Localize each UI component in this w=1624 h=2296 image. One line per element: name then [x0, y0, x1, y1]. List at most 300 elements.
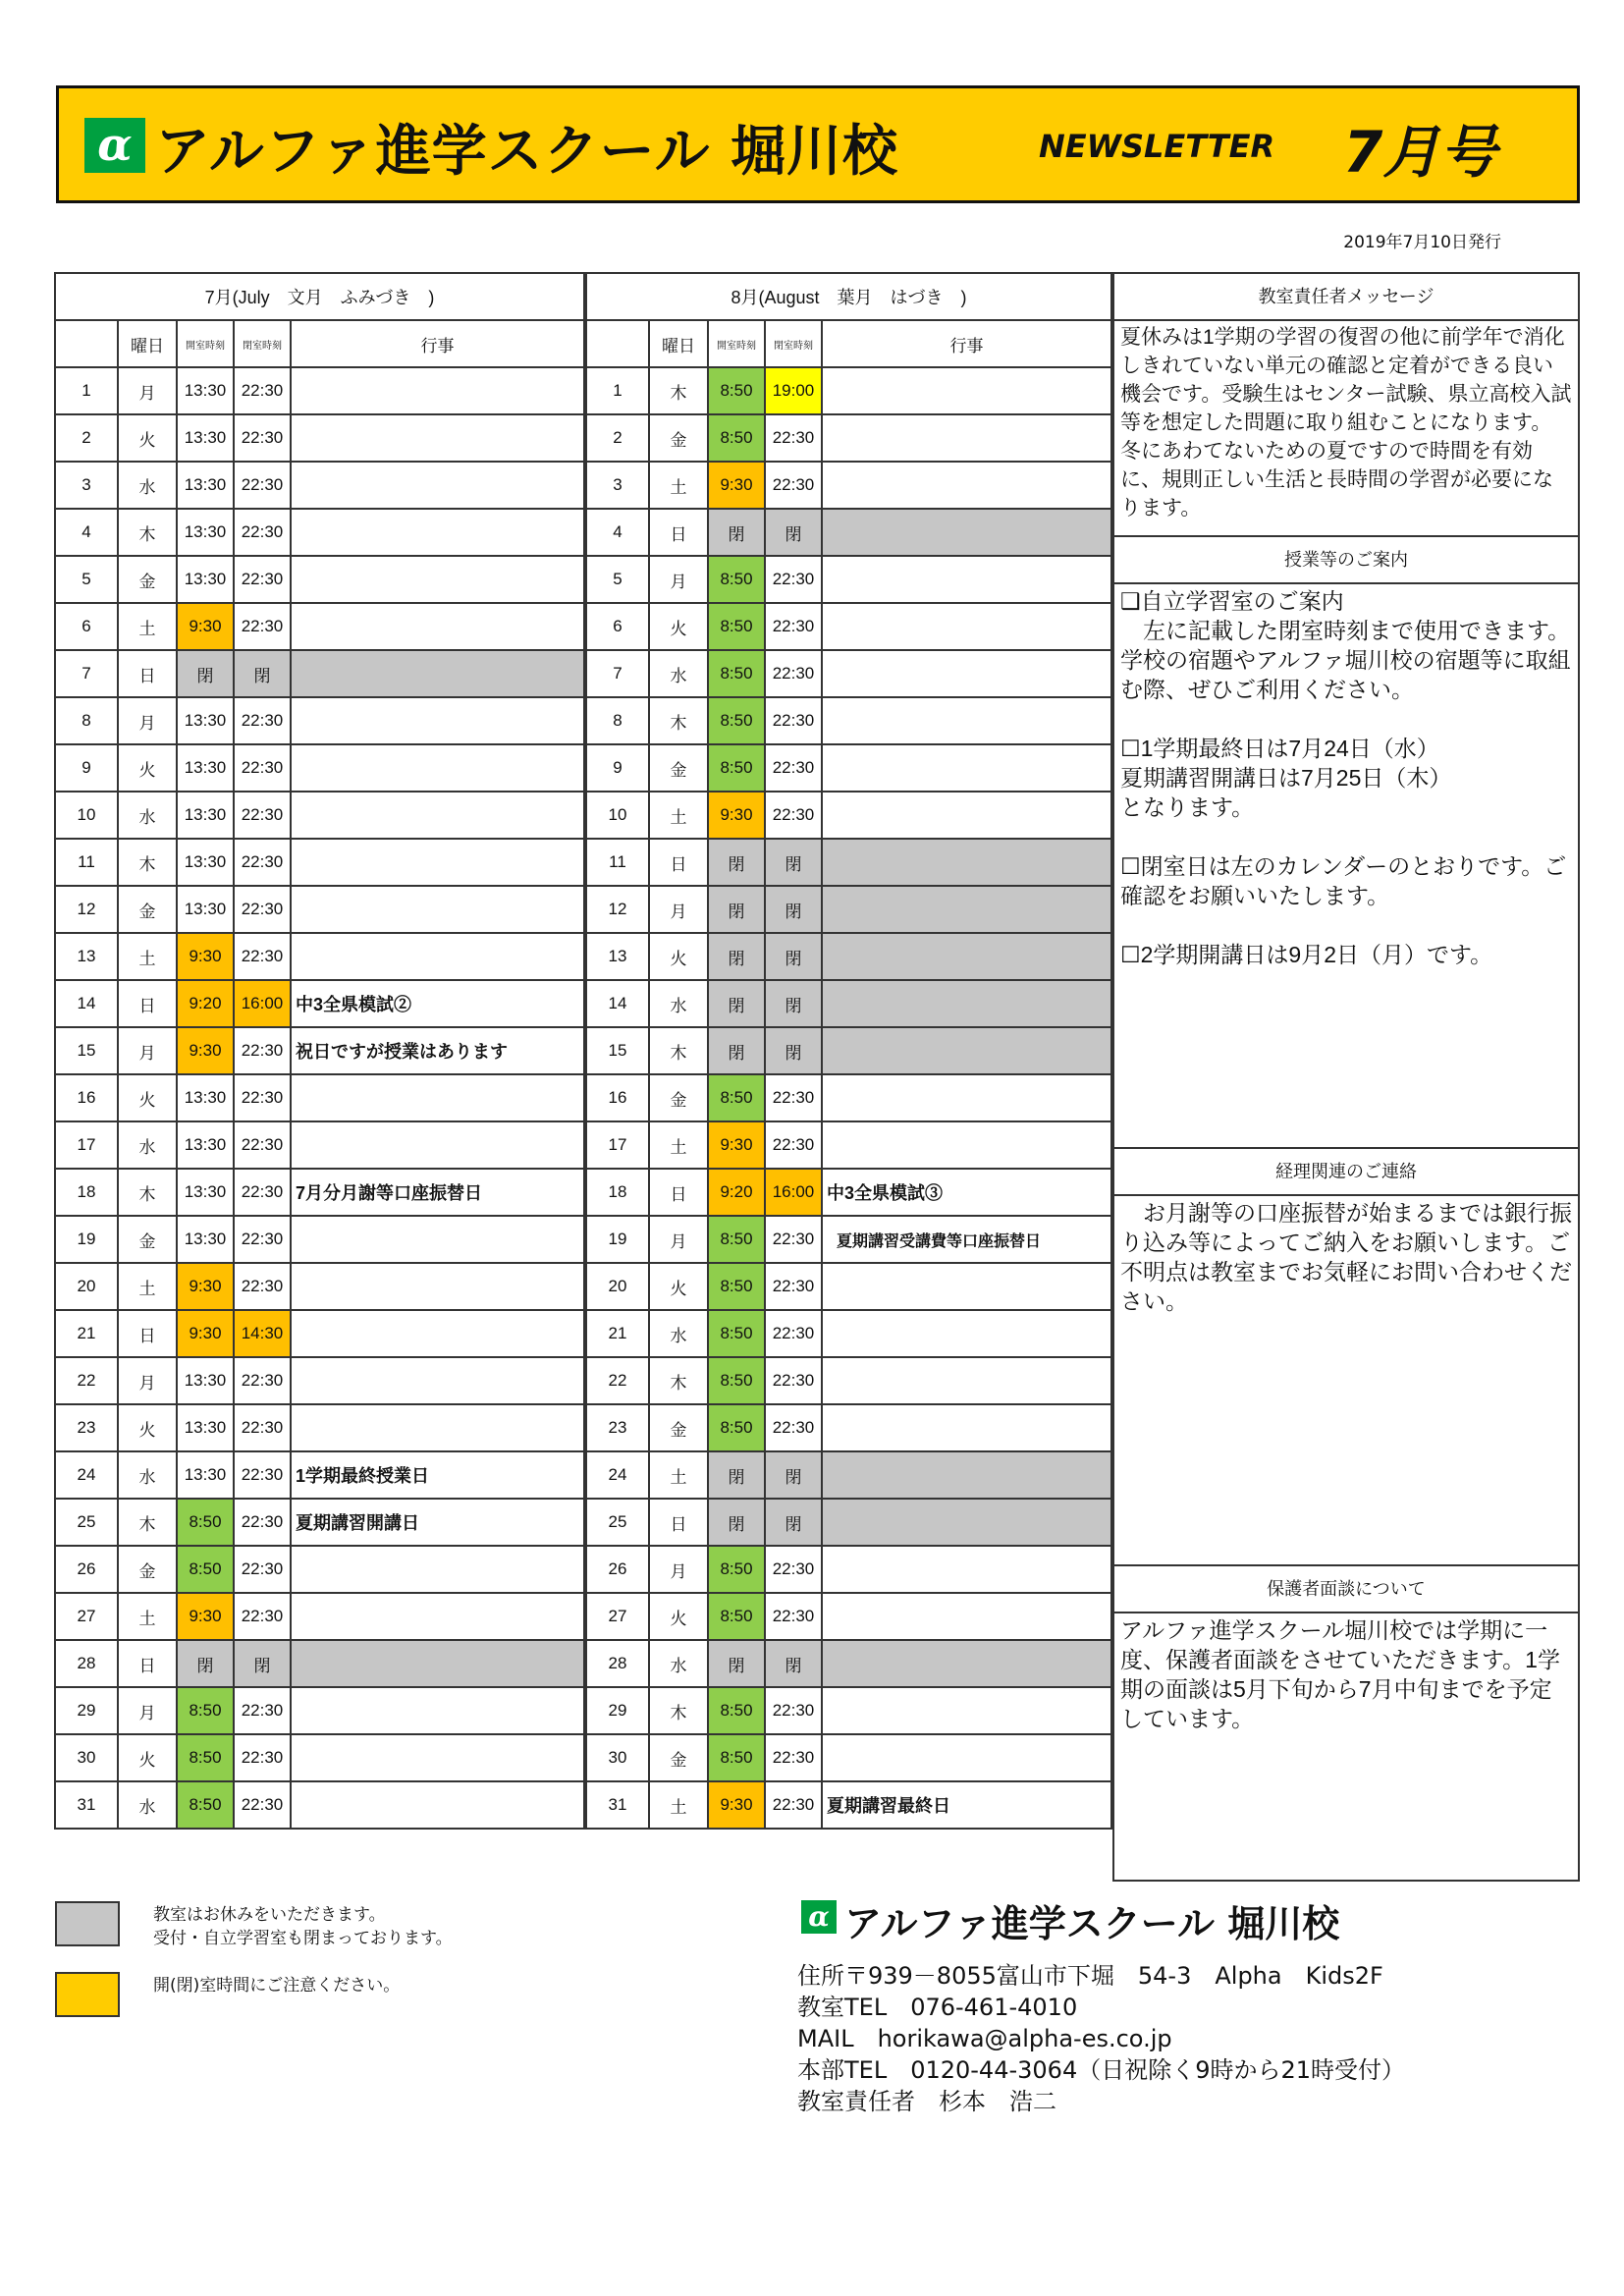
close-time-cell: 閉	[765, 839, 822, 886]
open-time-cell: 8:50	[177, 1687, 234, 1734]
open-time-cell: 8:50	[708, 603, 765, 650]
event-cell	[822, 886, 1111, 933]
day-cell: 16	[55, 1074, 118, 1121]
calendar-row	[55, 509, 584, 556]
july-title: 7月(July 文月 ふみづき )	[55, 273, 584, 320]
calendar-row	[586, 1357, 1111, 1404]
open-time-cell: 13:30	[177, 556, 234, 603]
open-time-cell: 13:30	[177, 367, 234, 414]
open-time-cell: 閉	[708, 933, 765, 980]
calendar-row	[586, 1263, 1111, 1310]
open-time-cell: 8:50	[708, 1357, 765, 1404]
calendar-row	[55, 839, 584, 886]
calendar-row	[586, 839, 1111, 886]
day-cell: 12	[55, 886, 118, 933]
weekday-cell: 日	[649, 1169, 708, 1216]
event-cell	[822, 1593, 1111, 1640]
weekday-cell: 木	[118, 1499, 177, 1546]
weekday-cell: 火	[118, 744, 177, 792]
weekday-cell: 火	[649, 603, 708, 650]
weekday-cell: 水	[118, 462, 177, 509]
day-cell: 3	[55, 462, 118, 509]
calendar-row	[55, 1027, 584, 1074]
open-time-cell: 9:30	[177, 603, 234, 650]
class-info-title: 授業等のご案内	[1114, 537, 1578, 584]
open-time-cell: 閉	[708, 1499, 765, 1546]
open-time-cell: 8:50	[177, 1781, 234, 1829]
event-cell: 夏期講習受講費等口座振替日	[822, 1216, 1111, 1263]
legend-yellow-swatch	[55, 1972, 120, 2017]
day-cell: 12	[586, 886, 649, 933]
calendar-row	[586, 367, 1111, 414]
day-header	[55, 320, 118, 367]
issued-date: 2019年7月10日発行	[1343, 233, 1501, 252]
weekday-cell: 金	[649, 414, 708, 462]
event-cell: 祝日ですが授業はあります	[291, 1027, 584, 1074]
footer-school-name: アルファ進学スクール 堀川校	[844, 1902, 1340, 1945]
weekday-cell: 水	[649, 980, 708, 1027]
event-cell: 1学期最終授業日	[291, 1451, 584, 1499]
calendar-row	[586, 462, 1111, 509]
event-cell: 7月分月謝等口座振替日	[291, 1169, 584, 1216]
close-time-cell: 22:30	[765, 697, 822, 744]
open-time-header: 開室時刻	[708, 320, 765, 367]
calendar-row	[586, 886, 1111, 933]
calendar-row	[55, 792, 584, 839]
open-time-cell: 閉	[708, 980, 765, 1027]
day-cell: 20	[55, 1263, 118, 1310]
day-cell: 29	[55, 1687, 118, 1734]
close-time-cell: 22:30	[765, 603, 822, 650]
close-time-cell: 22:30	[765, 1074, 822, 1121]
day-cell: 7	[55, 650, 118, 697]
day-header	[586, 320, 649, 367]
day-cell: 25	[55, 1499, 118, 1546]
open-time-cell: 8:50	[177, 1734, 234, 1781]
weekday-cell: 日	[649, 509, 708, 556]
calendar-row	[55, 1687, 584, 1734]
day-cell: 30	[55, 1734, 118, 1781]
event-cell	[291, 414, 584, 462]
close-time-cell: 閉	[765, 980, 822, 1027]
calendar-row	[55, 1263, 584, 1310]
close-time-cell: 22:30	[234, 1593, 291, 1640]
event-cell	[822, 367, 1111, 414]
close-time-cell: 22:30	[765, 1310, 822, 1357]
weekday-cell: 金	[118, 1546, 177, 1593]
close-time-cell: 22:30	[234, 1404, 291, 1451]
day-cell: 6	[55, 603, 118, 650]
day-cell: 9	[586, 744, 649, 792]
close-time-cell: 22:30	[234, 744, 291, 792]
day-cell: 10	[55, 792, 118, 839]
class-info-body: ❑自立学習室のご案内 左に記載した閉室時刻まで使用できます。学校の宿題やアルファ堀川校の宿題等に取組む際、ぜひご利用ください。 ☐1学期最終日は7月24日（水） 夏期講習開講日は7月25日（木） となります。 ☐閉室日は左のカレンダーのとおりです。ご確認をお願いいたします。 ☐2学期開講日は9月2日（月）です。	[1120, 588, 1571, 967]
event-cell	[291, 1263, 584, 1310]
calendar-row	[55, 603, 584, 650]
calendar-row	[55, 697, 584, 744]
open-time-cell: 閉	[708, 509, 765, 556]
event-cell	[291, 933, 584, 980]
july-calendar	[54, 272, 585, 1830]
weekday-cell: 木	[649, 367, 708, 414]
day-cell: 8	[55, 697, 118, 744]
day-cell: 23	[586, 1404, 649, 1451]
open-time-cell: 13:30	[177, 886, 234, 933]
event-cell	[291, 462, 584, 509]
event-cell	[291, 1357, 584, 1404]
weekday-cell: 木	[118, 839, 177, 886]
open-time-cell: 9:30	[177, 933, 234, 980]
weekday-cell: 日	[118, 650, 177, 697]
event-cell	[822, 603, 1111, 650]
weekday-cell: 金	[118, 886, 177, 933]
event-cell	[822, 1640, 1111, 1687]
open-time-cell: 閉	[177, 650, 234, 697]
weekday-cell: 土	[649, 1781, 708, 1829]
event-cell	[822, 980, 1111, 1027]
event-cell	[822, 839, 1111, 886]
weekday-cell: 木	[118, 1169, 177, 1216]
weekday-cell: 土	[649, 1451, 708, 1499]
day-cell: 13	[55, 933, 118, 980]
open-time-cell: 8:50	[708, 1310, 765, 1357]
close-time-cell: 22:30	[765, 650, 822, 697]
issue-title: 7月号	[1343, 119, 1497, 186]
newsletter-header	[56, 85, 1580, 203]
weekday-cell: 木	[118, 509, 177, 556]
event-cell	[822, 650, 1111, 697]
calendar-row	[55, 744, 584, 792]
event-cell	[822, 1546, 1111, 1593]
event-cell	[291, 1687, 584, 1734]
event-cell	[822, 697, 1111, 744]
weekday-cell: 土	[649, 462, 708, 509]
event-cell	[822, 1027, 1111, 1074]
open-time-cell: 9:30	[177, 1593, 234, 1640]
event-cell	[822, 1499, 1111, 1546]
calendar-row	[55, 1451, 584, 1499]
day-cell: 17	[586, 1121, 649, 1169]
weekday-cell: 木	[649, 1027, 708, 1074]
calendar-row	[55, 414, 584, 462]
parent-meeting-title: 保護者面談について	[1114, 1566, 1578, 1613]
weekday-cell: 金	[118, 1216, 177, 1263]
close-time-cell: 22:30	[234, 1216, 291, 1263]
day-cell: 7	[586, 650, 649, 697]
day-cell: 24	[55, 1451, 118, 1499]
accounting-title: 経理関連のご連絡	[1114, 1149, 1578, 1196]
open-time-cell: 9:30	[708, 1781, 765, 1829]
weekday-cell: 月	[649, 556, 708, 603]
calendar-row	[586, 1169, 1111, 1216]
weekday-cell: 日	[118, 980, 177, 1027]
event-cell	[822, 792, 1111, 839]
close-time-cell: 22:30	[234, 1734, 291, 1781]
close-time-cell: 22:30	[765, 1263, 822, 1310]
day-cell: 19	[55, 1216, 118, 1263]
calendar-row	[586, 603, 1111, 650]
event-cell	[822, 1687, 1111, 1734]
close-time-cell: 閉	[234, 650, 291, 697]
calendar-row	[586, 1640, 1111, 1687]
legend-yellow-text: 開(閉)室時間にご注意ください。	[153, 1976, 401, 1995]
weekday-cell: 土	[649, 792, 708, 839]
open-time-cell: 8:50	[708, 1687, 765, 1734]
open-time-cell: 13:30	[177, 1074, 234, 1121]
event-cell	[822, 414, 1111, 462]
day-cell: 18	[586, 1169, 649, 1216]
day-cell: 26	[586, 1546, 649, 1593]
event-header: 行事	[291, 320, 584, 367]
open-time-cell: 13:30	[177, 744, 234, 792]
open-time-cell: 9:30	[177, 1310, 234, 1357]
open-time-cell: 8:50	[177, 1546, 234, 1593]
calendar-row	[55, 886, 584, 933]
event-cell	[822, 1263, 1111, 1310]
event-cell	[822, 509, 1111, 556]
weekday-cell: 水	[649, 1640, 708, 1687]
calendar-row	[586, 1687, 1111, 1734]
day-cell: 19	[586, 1216, 649, 1263]
open-time-cell: 9:30	[177, 1263, 234, 1310]
day-cell: 28	[586, 1640, 649, 1687]
event-header: 行事	[822, 320, 1111, 367]
close-time-cell: 22:30	[234, 1169, 291, 1216]
open-time-cell: 9:30	[708, 792, 765, 839]
calendar-row	[55, 1499, 584, 1546]
calendar-row	[586, 1216, 1111, 1263]
close-time-cell: 閉	[765, 1640, 822, 1687]
event-cell	[291, 1734, 584, 1781]
open-time-cell: 9:30	[708, 462, 765, 509]
day-cell: 11	[55, 839, 118, 886]
event-cell	[822, 556, 1111, 603]
event-cell	[291, 556, 584, 603]
calendar-row	[586, 1310, 1111, 1357]
close-time-cell: 22:30	[765, 792, 822, 839]
event-cell: 中3全県模試②	[291, 980, 584, 1027]
accounting-box	[1112, 1147, 1580, 1566]
open-time-cell: 13:30	[177, 509, 234, 556]
calendar-row	[586, 933, 1111, 980]
day-cell: 16	[586, 1074, 649, 1121]
close-time-cell: 閉	[765, 933, 822, 980]
calendar-row	[586, 1593, 1111, 1640]
open-time-cell: 13:30	[177, 1216, 234, 1263]
august-rows	[586, 367, 1111, 1829]
day-cell: 18	[55, 1169, 118, 1216]
open-time-cell: 8:50	[708, 1593, 765, 1640]
day-cell: 5	[55, 556, 118, 603]
event-cell	[291, 1593, 584, 1640]
weekday-cell: 火	[118, 1074, 177, 1121]
weekday-cell: 木	[649, 1357, 708, 1404]
day-cell: 13	[586, 933, 649, 980]
calendar-row	[586, 1404, 1111, 1451]
weekday-cell: 金	[649, 1074, 708, 1121]
open-time-cell: 8:50	[708, 744, 765, 792]
close-time-cell: 19:00	[765, 367, 822, 414]
day-cell: 2	[586, 414, 649, 462]
day-cell: 10	[586, 792, 649, 839]
weekday-cell: 水	[118, 1451, 177, 1499]
close-time-cell: 22:30	[234, 1687, 291, 1734]
close-time-cell: 22:30	[234, 462, 291, 509]
calendar-row	[55, 1310, 584, 1357]
day-cell: 31	[55, 1781, 118, 1829]
day-cell: 17	[55, 1121, 118, 1169]
open-time-cell: 閉	[708, 1451, 765, 1499]
close-time-cell: 22:30	[234, 1121, 291, 1169]
close-time-cell: 22:30	[765, 1687, 822, 1734]
weekday-cell: 火	[118, 1404, 177, 1451]
event-cell	[291, 650, 584, 697]
close-time-cell: 閉	[765, 1451, 822, 1499]
calendar-row	[586, 744, 1111, 792]
calendar-row	[55, 462, 584, 509]
weekday-cell: 水	[118, 1781, 177, 1829]
day-cell: 11	[586, 839, 649, 886]
weekday-cell: 日	[649, 1499, 708, 1546]
close-time-cell: 22:30	[765, 1357, 822, 1404]
day-cell: 21	[586, 1310, 649, 1357]
calendar-row	[586, 1781, 1111, 1829]
day-cell: 21	[55, 1310, 118, 1357]
day-cell: 3	[586, 462, 649, 509]
close-time-cell: 22:30	[765, 1404, 822, 1451]
newsletter-label: NEWSLETTER	[1039, 128, 1275, 165]
open-time-cell: 13:30	[177, 1451, 234, 1499]
day-cell: 25	[586, 1499, 649, 1546]
weekday-cell: 土	[118, 1263, 177, 1310]
weekday-cell: 水	[649, 650, 708, 697]
event-cell	[291, 792, 584, 839]
event-cell	[291, 603, 584, 650]
close-time-cell: 22:30	[234, 1027, 291, 1074]
weekday-cell: 水	[118, 1121, 177, 1169]
footer-address: 住所〒939－8055富山市下堀 54-3 Alpha Kids2F	[797, 1962, 1383, 1990]
open-time-cell: 8:50	[708, 1074, 765, 1121]
close-time-cell: 22:30	[765, 1781, 822, 1829]
day-cell: 6	[586, 603, 649, 650]
event-cell	[822, 1121, 1111, 1169]
open-time-cell: 8:50	[708, 1546, 765, 1593]
calendar-row	[55, 1734, 584, 1781]
day-cell: 15	[586, 1027, 649, 1074]
close-time-cell: 22:30	[765, 744, 822, 792]
calendar-row	[586, 1734, 1111, 1781]
event-cell	[291, 1640, 584, 1687]
legend-gray-swatch	[55, 1901, 120, 1946]
open-time-cell: 13:30	[177, 1404, 234, 1451]
close-time-cell: 22:30	[234, 603, 291, 650]
close-time-cell: 22:30	[234, 792, 291, 839]
calendar-row	[586, 1121, 1111, 1169]
calendar-row	[586, 980, 1111, 1027]
close-time-cell: 16:00	[234, 980, 291, 1027]
day-cell: 8	[586, 697, 649, 744]
event-cell	[822, 1310, 1111, 1357]
close-time-cell: 22:30	[234, 1546, 291, 1593]
day-cell: 29	[586, 1687, 649, 1734]
open-time-cell: 9:30	[177, 1027, 234, 1074]
open-time-cell: 13:30	[177, 462, 234, 509]
calendar-row	[55, 1121, 584, 1169]
close-time-cell: 22:30	[234, 556, 291, 603]
close-time-cell: 22:30	[765, 414, 822, 462]
close-time-cell: 22:30	[234, 414, 291, 462]
calendar-row	[55, 1404, 584, 1451]
open-time-cell: 13:30	[177, 792, 234, 839]
footer-mail: MAIL horikawa@alpha-es.co.jp	[797, 2025, 1172, 2052]
close-time-cell: 22:30	[234, 839, 291, 886]
close-time-cell: 22:30	[234, 1451, 291, 1499]
close-time-cell: 14:30	[234, 1310, 291, 1357]
class-info-box	[1112, 535, 1580, 1149]
school-name: アルファ進学スクール 堀川校	[155, 120, 899, 184]
open-time-cell: 8:50	[708, 1734, 765, 1781]
weekday-cell: 木	[649, 697, 708, 744]
close-time-cell: 22:30	[234, 697, 291, 744]
calendar-row	[55, 980, 584, 1027]
event-cell	[822, 1404, 1111, 1451]
day-cell: 9	[55, 744, 118, 792]
event-cell	[291, 886, 584, 933]
calendar-row	[55, 650, 584, 697]
close-time-cell: 閉	[765, 509, 822, 556]
open-time-cell: 閉	[708, 1640, 765, 1687]
calendar-row	[586, 1546, 1111, 1593]
weekday-cell: 水	[118, 792, 177, 839]
open-time-cell: 9:20	[177, 980, 234, 1027]
close-time-cell: 16:00	[765, 1169, 822, 1216]
august-calendar	[585, 272, 1112, 1830]
weekday-cell: 月	[118, 1027, 177, 1074]
event-cell: 夏期講習開講日	[291, 1499, 584, 1546]
weekday-cell: 火	[118, 414, 177, 462]
open-time-cell: 13:30	[177, 1357, 234, 1404]
close-time-cell: 22:30	[234, 367, 291, 414]
day-cell: 4	[586, 509, 649, 556]
open-time-cell: 閉	[708, 839, 765, 886]
close-time-cell: 22:30	[765, 1734, 822, 1781]
day-cell: 1	[586, 367, 649, 414]
day-cell: 27	[55, 1593, 118, 1640]
close-time-cell: 22:30	[765, 556, 822, 603]
event-cell	[822, 1357, 1111, 1404]
event-cell	[291, 509, 584, 556]
weekday-cell: 金	[649, 1404, 708, 1451]
close-time-cell: 閉	[765, 1499, 822, 1546]
calendar-row	[55, 933, 584, 980]
day-cell: 24	[586, 1451, 649, 1499]
day-cell: 15	[55, 1027, 118, 1074]
open-time-cell: 13:30	[177, 697, 234, 744]
open-time-cell: 13:30	[177, 839, 234, 886]
event-cell	[291, 1310, 584, 1357]
weekday-cell: 月	[649, 886, 708, 933]
alpha-logo-icon: α	[84, 118, 145, 173]
weekday-cell: 火	[649, 933, 708, 980]
close-time-header: 閉室時刻	[234, 320, 291, 367]
day-cell: 5	[586, 556, 649, 603]
open-time-cell: 13:30	[177, 1169, 234, 1216]
open-time-cell: 閉	[708, 1027, 765, 1074]
event-cell	[291, 1781, 584, 1829]
weekday-header: 曜日	[118, 320, 177, 367]
parent-meeting-box	[1112, 1564, 1580, 1882]
legend-gray-text: 教室はお休みをいただきます。 受付・自立学習室も閉まっております。	[153, 1905, 453, 1948]
